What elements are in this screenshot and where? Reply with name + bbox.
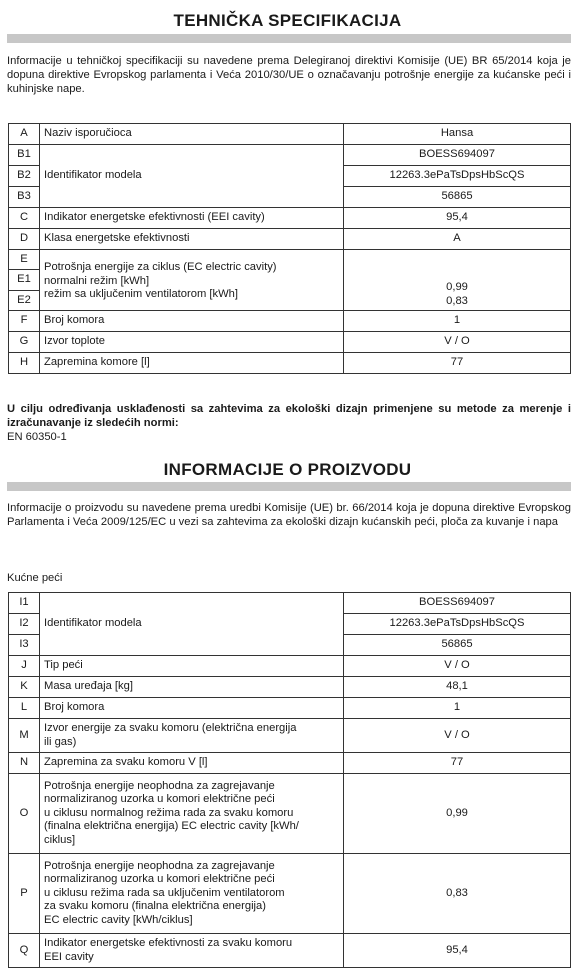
row-value-energy xyxy=(344,250,571,311)
table-row xyxy=(9,311,571,332)
row-label-line: ciklus] xyxy=(44,833,76,846)
table-row xyxy=(9,229,571,250)
row-label-line: za svaku komoru (finalna električna energija) xyxy=(44,900,266,913)
table-row xyxy=(9,854,571,934)
row-code: O xyxy=(9,774,40,854)
row-label: Identifikator modela xyxy=(40,593,344,656)
row-code: J xyxy=(9,656,40,677)
row-code: C xyxy=(9,208,40,229)
row-value: V / O xyxy=(344,719,571,753)
row-label: Klasa energetske efektivnosti xyxy=(40,229,344,250)
table-row xyxy=(9,656,571,677)
row-value: 95,4 xyxy=(344,208,571,229)
row-label: Zapremina komore [l] xyxy=(40,353,344,374)
row-code: N xyxy=(9,753,40,774)
table-row xyxy=(9,145,571,166)
norm-reference: EN 60350-1 xyxy=(7,431,67,443)
row-label: Identifikator modela xyxy=(40,145,344,208)
row-label: Indikator energetske efektivnosti (EEI cavity) xyxy=(40,208,344,229)
row-code: E xyxy=(9,250,40,270)
row-value: 95,4 xyxy=(344,934,571,968)
row-label: Masa uređaja [kg] xyxy=(40,677,344,698)
row-value: A xyxy=(344,229,571,250)
row-code: D xyxy=(9,229,40,250)
row-code: L xyxy=(9,698,40,719)
product-info-table xyxy=(8,592,571,968)
row-value: Hansa xyxy=(344,124,571,145)
row-label-line: Izvor energije za svaku komoru (električna energija xyxy=(44,722,297,734)
row-value: 77 xyxy=(344,753,571,774)
row-code: A xyxy=(9,124,40,145)
row-label-line: Indikator energetske efektivnosti za svaku komoru xyxy=(44,937,293,949)
row-label: Zapremina za svaku komoru V [l] xyxy=(40,753,344,774)
row-label-line: ili gas) xyxy=(44,735,77,748)
row-label-line: u ciklusu normalnog režima rada za svaku komoru xyxy=(44,806,294,819)
row-value: 0,83 xyxy=(344,854,571,934)
row-value: V / O xyxy=(344,656,571,677)
row-value: 1 xyxy=(344,311,571,332)
row-label-energy xyxy=(40,250,344,311)
row-code: Q xyxy=(9,934,40,968)
row-value: BOESS694097 xyxy=(344,593,571,614)
row-code: E2 xyxy=(9,291,40,311)
row-label-line: EC electric cavity [kWh/ciklus] xyxy=(44,913,193,926)
row-label xyxy=(40,854,344,934)
row-code: P xyxy=(9,854,40,934)
row-value: 0,99 xyxy=(446,281,468,293)
table-row xyxy=(9,124,571,145)
table-row xyxy=(9,719,571,753)
row-value: 48,1 xyxy=(344,677,571,698)
row-label: Potrošnja energije za ciklus (EC electric cavity) xyxy=(44,261,277,274)
row-label: Naziv isporučioca xyxy=(40,124,344,145)
row-code: G xyxy=(9,332,40,353)
table-caption: Kućne peći xyxy=(7,572,63,584)
section-divider xyxy=(7,482,571,491)
row-value: 56865 xyxy=(344,635,571,656)
row-label-line: EEI cavity xyxy=(44,950,94,963)
table-row xyxy=(9,753,571,774)
row-label: Broj komora xyxy=(40,311,344,332)
row-code: H xyxy=(9,353,40,374)
table-row xyxy=(9,332,571,353)
row-label-line: normaliziranog uzorka u komori električne peći xyxy=(44,873,275,886)
technical-spec-intro: Informacije u tehničkoj specifikaciji su navedene prema Delegiranoj direktivi Komisije (UE) BR 65/2014 koja je dopuna direktive Evropskog parlamenta i Veća 2010/30/UE o označavanju potrošnje energije za kućanske peći i kuhinjske nape. xyxy=(7,55,571,96)
row-value: V / O xyxy=(344,332,571,353)
row-label xyxy=(40,719,344,753)
row-code: I2 xyxy=(9,614,40,635)
section-title-technical-spec: TEHNIČKA SPECIFIKACIJA xyxy=(173,11,402,30)
row-value: 0,83 xyxy=(446,294,468,307)
table-row xyxy=(9,934,571,968)
row-code: M xyxy=(9,719,40,753)
section-title-product-info: INFORMACIJE O PROIZVODU xyxy=(163,460,412,479)
row-label xyxy=(40,774,344,854)
compliance-statement: U cilju određivanja usklađenosti sa zahtevima za ekološki dizajn primenjene su metode za merenje i izračunavanje iz sledećih normi: xyxy=(7,403,571,430)
row-label-line: (finalna električna energija) EC electric cavity [kWh/ xyxy=(44,820,299,833)
row-code: E1 xyxy=(9,270,40,291)
row-label: Tip peći xyxy=(40,656,344,677)
row-label-line: u ciklusu režima rada sa uključenim ventilatorom xyxy=(44,886,285,899)
row-label xyxy=(40,934,344,968)
table-row xyxy=(9,593,571,614)
section-divider xyxy=(7,34,571,43)
row-value: 12263.3ePaTsDpsHbScQS xyxy=(344,166,571,187)
row-label-line: Potrošnja energije neophodna za zagrejavanje xyxy=(44,859,275,872)
row-value: 12263.3ePaTsDpsHbScQS xyxy=(344,614,571,635)
table-row xyxy=(9,353,571,374)
row-code: K xyxy=(9,677,40,698)
row-code: B3 xyxy=(9,187,40,208)
row-code: B2 xyxy=(9,166,40,187)
product-info-intro: Informacije o proizvodu su navedene prema uredbi Komisije (UE) br. 66/2014 koja je dopuna direktive Evropskog Parlamenta i Veća 2009/125/EC u vezi sa zahtevima za ekološki dizajn kućanskih peći, ploča za kuvanje i napa xyxy=(7,502,571,529)
table-row xyxy=(9,250,571,270)
row-code: F xyxy=(9,311,40,332)
row-label: normalni režim [kWh] xyxy=(44,274,150,287)
table-row xyxy=(9,208,571,229)
row-value: BOESS694097 xyxy=(344,145,571,166)
row-code: I3 xyxy=(9,635,40,656)
row-label-line: Potrošnja energije neophodna za zagrejavanje xyxy=(44,779,275,792)
table-row xyxy=(9,698,571,719)
table-row xyxy=(9,774,571,854)
row-value: 0,99 xyxy=(344,774,571,854)
row-value: 1 xyxy=(344,698,571,719)
row-label-line: normaliziranog uzorka u komori električne peći xyxy=(44,793,275,806)
row-code: I1 xyxy=(9,593,40,614)
row-value: 56865 xyxy=(344,187,571,208)
table-row xyxy=(9,677,571,698)
row-code: B1 xyxy=(9,145,40,166)
row-value: 77 xyxy=(344,353,571,374)
technical-spec-table xyxy=(8,123,571,374)
row-label: režim sa uključenim ventilatorom [kWh] xyxy=(44,288,238,301)
row-label: Broj komora xyxy=(40,698,344,719)
row-label: Izvor toplote xyxy=(40,332,344,353)
